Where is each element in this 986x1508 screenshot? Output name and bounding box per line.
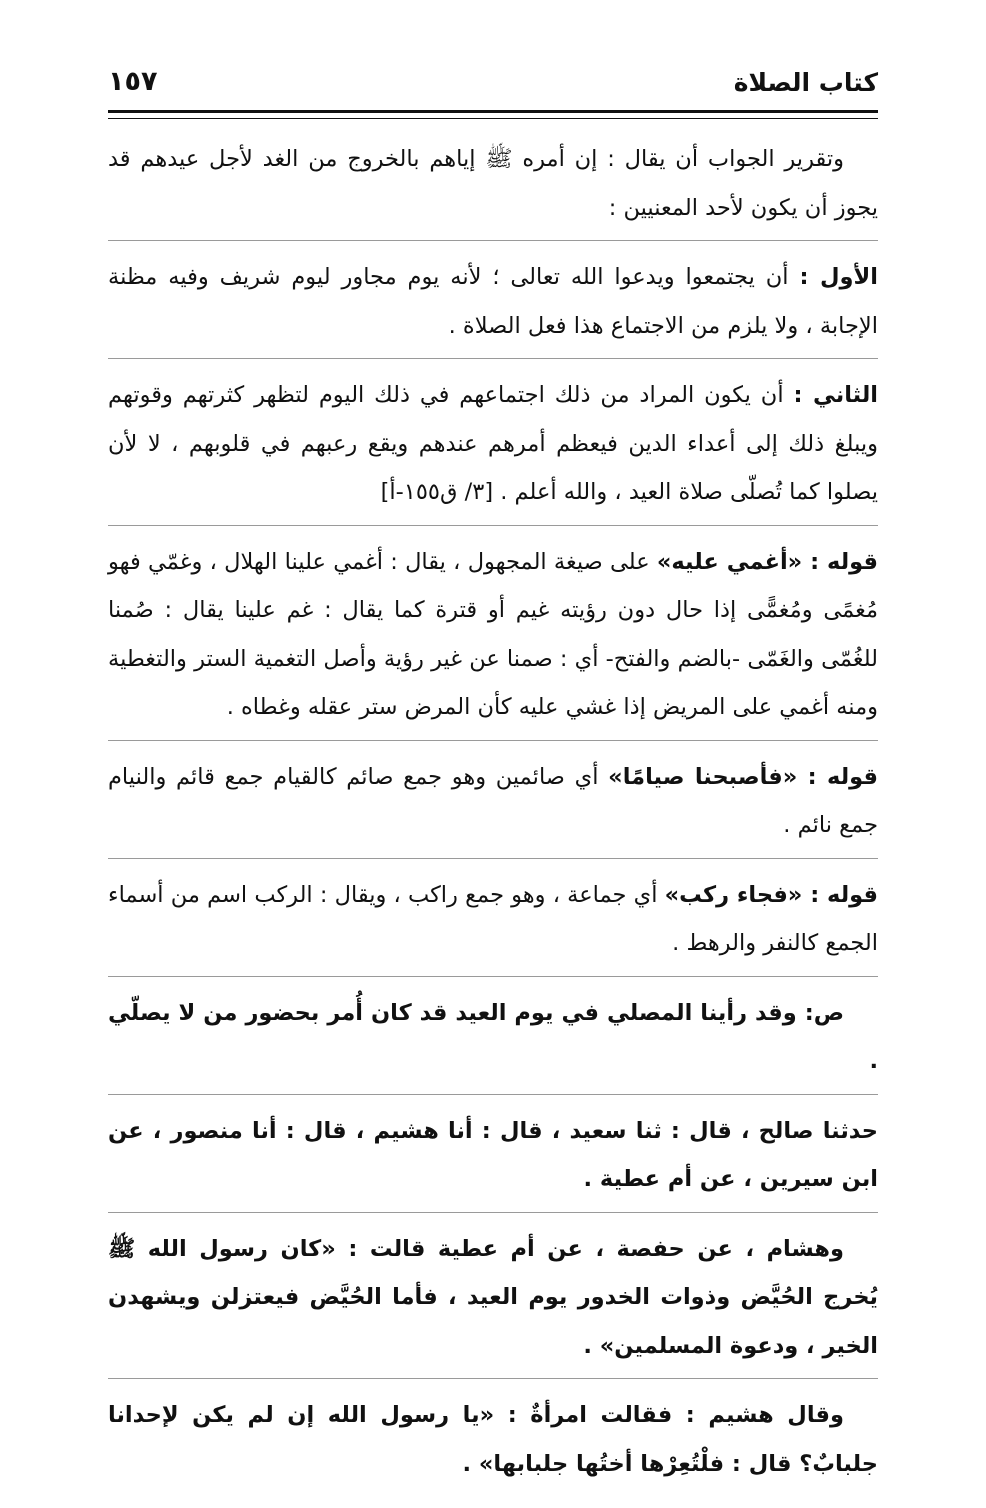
paragraph-isnad — [108, 1107, 878, 1213]
paragraph-hadith — [108, 1225, 878, 1380]
paragraph-asbahna-siyaman — [108, 753, 878, 859]
paragraph-first-meaning — [108, 253, 878, 359]
paragraph-text: أي جماعة ، وهو جمع راكب ، ويقال : الركب اسم من أسماء الجمع كالنفر والرهط . — [108, 881, 878, 956]
paragraph-jaa-rakb — [108, 871, 878, 977]
paragraph-lead: قوله : «أغمي عليه» — [656, 548, 878, 575]
page-body — [108, 135, 878, 1508]
paragraph-text: ص: وقد رأينا المصلي في يوم العيد قد كان أُمر بحضور من لا يصلّي . — [108, 999, 878, 1074]
paragraph-text: على صيغة المجهول ، يقال : أغمي علينا الهلال ، وغمّي فهو مُغمًى ومُغمًّى إذا حال دون رؤيته غيم أو قترة كما يقال : غم علينا يقال : صُمنا للغُمّى والغَمّى -بالضم والفتح- أي : صمنا عن غير رؤية وأصل التغمية الستر والتغطية ومنه أغمي على المريض إذا غشي عليه كأن المرض ستر عقله وغطاه . — [108, 548, 878, 720]
paragraph-lead: قوله : «فجاء ركب» — [664, 881, 878, 908]
paragraph-ughmi-alayh — [108, 538, 878, 741]
paragraph-hadith-continuation — [108, 1391, 878, 1496]
paragraph-lead: الثاني : — [793, 382, 878, 408]
header-rule — [108, 118, 878, 119]
paragraph-lead: الأول : — [799, 264, 878, 290]
paragraph-text: حدثنا صالح ، قال : ثنا سعيد ، قال : أنا هشيم ، قال : أنا منصور ، عن ابن سيرين ، عن أم عطية . — [108, 1117, 878, 1192]
paragraph-matn — [108, 989, 878, 1095]
paragraph-text: وتقرير الجواب أن يقال : إن أمره ﷺ إياهم بالخروج من الغد لأجل عيدهم قد يجوز أن يكون لأحد المعنيين : — [108, 146, 878, 221]
paragraph-second-meaning — [108, 371, 878, 526]
paragraph-text: وقال هشيم : فقالت امرأةٌ : «يا رسول الله إن لم يكن لإحدانا جلبابٌ؟ قال : فلْتُعِرْها أختُها جلبابها» . — [108, 1402, 878, 1477]
paragraph-text: وهشام ، عن حفصة ، عن أم عطية قالت : «كان رسول الله ﷺ يُخرج الحُيَّض وذوات الخدور يوم العيد ، فأما الحُيَّض فيعتزلن ويشهدن الخير ، ودعوة المسلمين» . — [108, 1235, 878, 1359]
paragraph-answer-intro — [108, 135, 878, 241]
page-number: ١٥٧ — [108, 66, 158, 97]
chapter-title: كتاب الصلاة — [733, 68, 878, 97]
paragraph-text: أن يجتمعوا ويدعوا الله تعالى ؛ لأنه يوم مجاور ليوم شريف وفيه مظنة الإجابة ، ولا يلزم من الاجتماع هذا فعل الصلاة . — [108, 264, 878, 339]
paragraph-lead: قوله : «فأصبحنا صيامًا» — [608, 763, 878, 790]
page-header — [108, 60, 878, 113]
paragraph-text: أي صائمين وهو جمع صائم كالقيام جمع قائم والنيام جمع نائم . — [108, 763, 878, 838]
paragraph-text: أن يكون المراد من ذلك اجتماعهم في ذلك اليوم لتظهر كثرتهم وقوتهم ويبلغ ذلك إلى أعداء الدين فيعظم أمرهم عندهم ويقع رعبهم في قلوبهم ، لا لأن يصلوا كما تُصلّى صلاة العيد ، والله أعلم . [٣/ ق١٥٥-أ] — [108, 382, 878, 505]
